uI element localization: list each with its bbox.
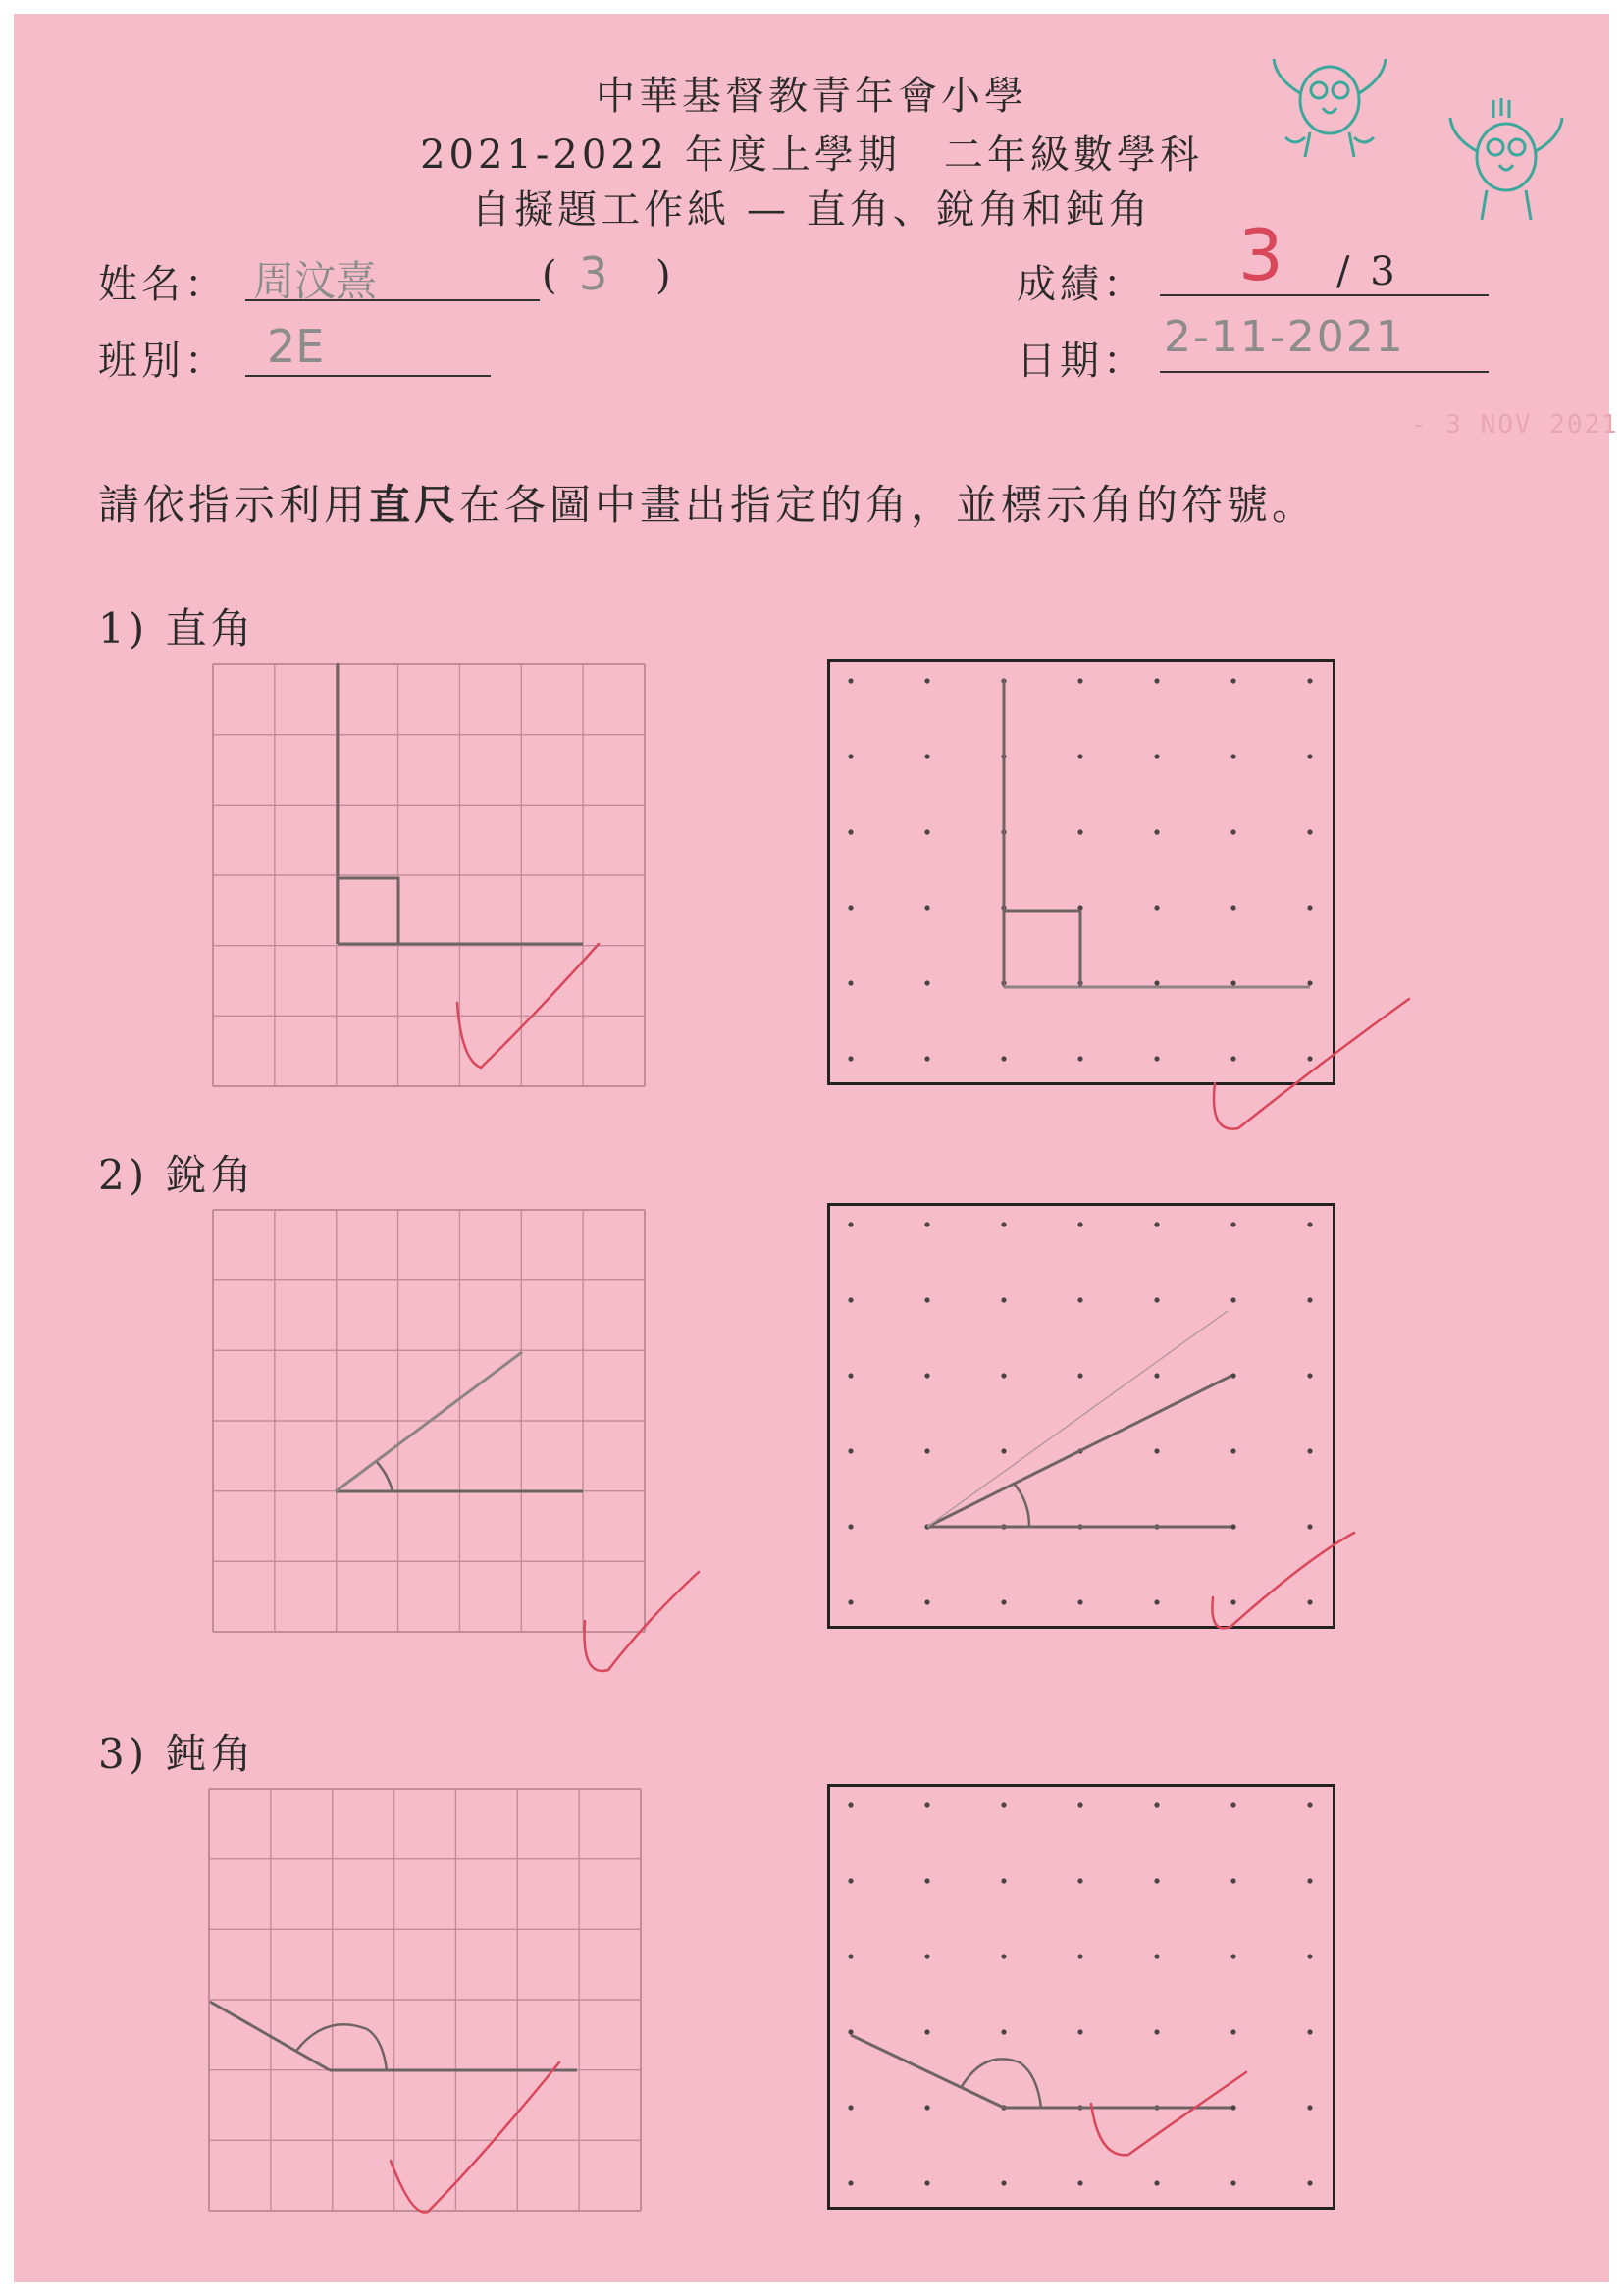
instruction-text-2: 在各圖中畫出指定的角，並標示角的符號。 <box>459 481 1318 529</box>
school-name: 中華基督教青年會小學 <box>596 74 1027 119</box>
question-title: 鈍角 <box>165 1730 256 1778</box>
class-value: 2E <box>267 320 325 373</box>
check-mark-icon <box>391 2062 559 2213</box>
name-value: 周汶熹 <box>253 257 378 305</box>
check-mark-icon <box>457 944 599 1068</box>
question-title: 直角 <box>165 604 256 652</box>
question-number: 1) <box>98 604 149 652</box>
question-number: 3) <box>98 1730 149 1778</box>
date-label: 日期： <box>1017 339 1146 384</box>
date-value: 2-11-2021 <box>1164 312 1405 362</box>
name-label: 姓名： <box>98 262 228 307</box>
number-close: ) <box>655 253 675 298</box>
score-value: 3 <box>1238 214 1283 296</box>
instruction-text: 請依指示利用 <box>98 481 370 529</box>
instruction-ruler: 直尺 <box>369 481 460 529</box>
class-number-value: 3 <box>579 247 608 300</box>
number-open: ( <box>542 253 561 298</box>
worksheet-title: 自擬題工作紙 — 直角、銳角和鈍角 <box>471 187 1152 233</box>
check-mark-icon <box>585 1572 700 1671</box>
question-number: 2) <box>98 1151 149 1199</box>
check-mark-icon <box>1091 2072 1246 2155</box>
term-subject: 2021-2022 年度上學期 二年級數學科 <box>420 132 1203 178</box>
question-title: 銳角 <box>165 1151 256 1199</box>
score-label: 成績： <box>1017 262 1146 307</box>
class-label: 班別： <box>98 339 228 384</box>
check-mark-icon <box>1214 999 1409 1129</box>
score-total: / 3 <box>1336 249 1399 294</box>
check-mark-icon <box>1212 1533 1354 1628</box>
received-date-stamp: - 3 NOV 2021 <box>1411 410 1619 440</box>
